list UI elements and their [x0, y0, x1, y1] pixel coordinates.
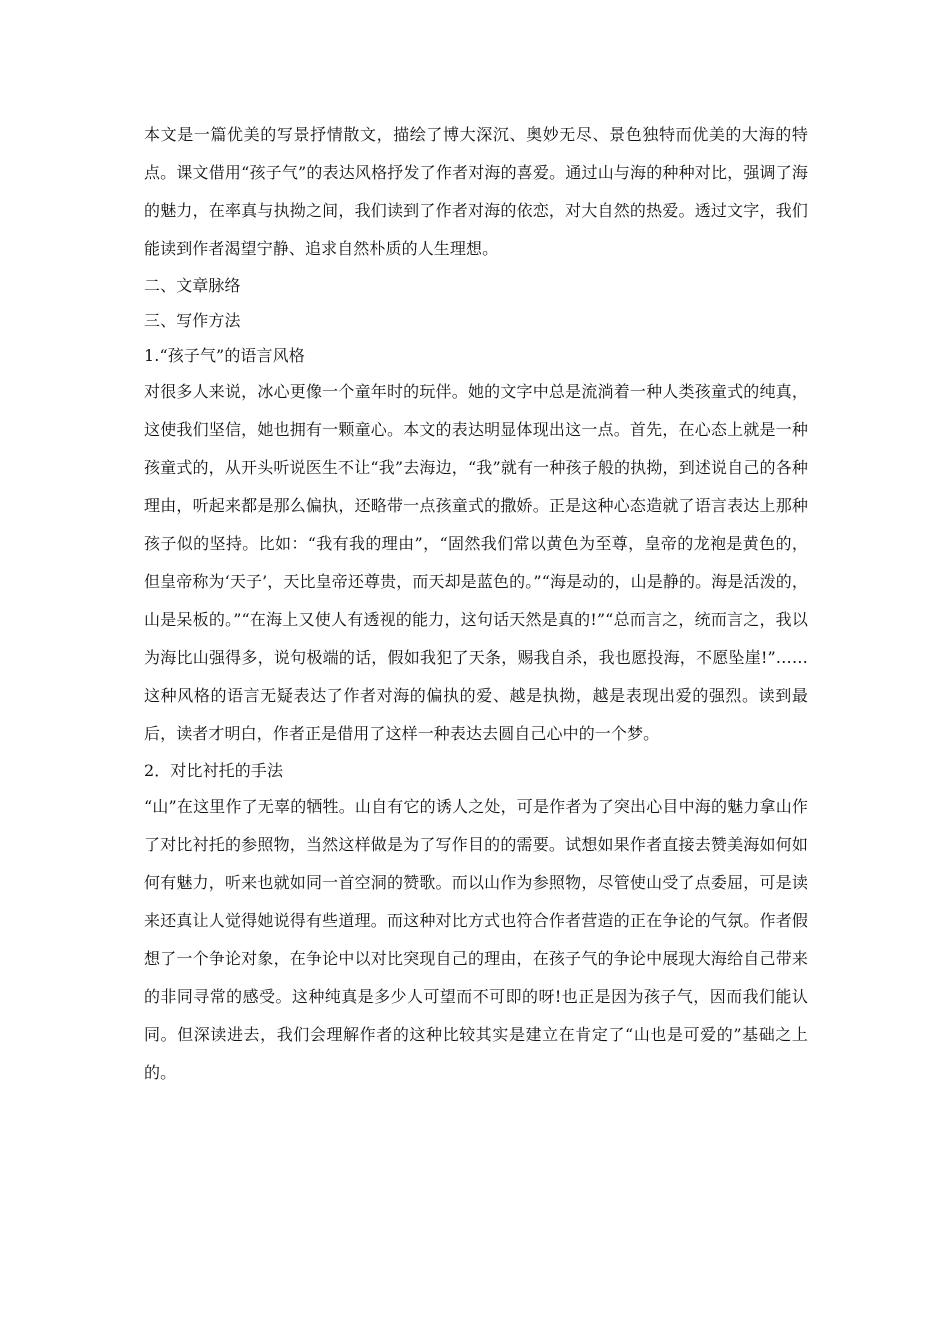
document-page: [144, 116, 808, 1092]
language-style-paragraph: 对很多人来说，冰心更像一个童年时的玩伴。她的文字中总是流淌着一种人类孩童式的纯真，这使我们坚信，她也拥有一颗童心。本文的表达明显体现出这一点。首先，在心态上就是一种孩童式的，从开头听说医生不让“我”去海边，“我”就有一种孩子般的执拗，到述说自己的各种理由，听起来都是那么偏执，还略带一点孩童式的撒娇。正是这种心态造就了语言表达上那种孩子似的坚持。比如：“我有我的理由”，“固然我们常以黄色为至尊，皇帝的龙袍是黄色的，但皇帝称为‘天子’，天比皇帝还尊贵，而天却是蓝色的。”“海是动的，山是静的。海是活泼的，山是呆板的。”“在海上又使人有透视的能力，这句话天然是真的!”“总而言之，统而言之，我以为海比山强得多，说句极端的话，假如我犯了天条，赐我自杀，我也愿投海，不愿坠崖!”……这种风格的语言无疑表达了作者对海的偏执的爱、越是执拗，越是表现出爱的强烈。读到最后，读者才明白，作者正是借用了这样一种表达去圆自己心中的一个梦。: [144, 382, 808, 743]
section-heading-method: 三、写作方法: [144, 311, 241, 330]
summary-paragraph: 本文是一篇优美的写景抒情散文，描绘了博大深沉、奥妙无尽、景色独特而优美的大海的特点。课文借用“孩子气”的表达风格抒发了作者对海的喜爱。通过山与海的种种对比，强调了海的魅力，在率真与执拗之间，我们读到了作者对海的依恋，对大自然的热爱。透过文字，我们能读到作者渴望宁静、追求自然朴质的人生理想。: [144, 125, 808, 258]
subheading-language-style: 1.“孩子气”的语言风格: [144, 346, 305, 365]
section-heading-structure: 二、文章脉络: [144, 276, 241, 295]
subheading-contrast: 2．对比衬托的手法: [144, 761, 284, 780]
contrast-paragraph: “山”在这里作了无辜的牺牲。山自有它的诱人之处，可是作者为了突出心目中海的魅力拿山作了对比衬托的参照物，当然这样做是为了写作目的的需要。试想如果作者直接去赞美海如何如何有魅力，听来也就如同一首空洞的赞歌。而以山作为参照物，尽管使山受了点委屈，可是读来还真让人觉得她说得有些道理。而这种对比方式也符合作者营造的正在争论的气氛。作者假想了一个争论对象，在争论中以对比突现自己的理由，在孩子气的争论中展现大海给自己带来的非同寻常的感受。这种纯真是多少人可望而不可即的呀!也正是因为孩子气，因而我们能认同。但深读进去，我们会理解作者的这种比较其实是建立在肯定了“山也是可爱的”基础之上的。: [144, 797, 808, 1082]
